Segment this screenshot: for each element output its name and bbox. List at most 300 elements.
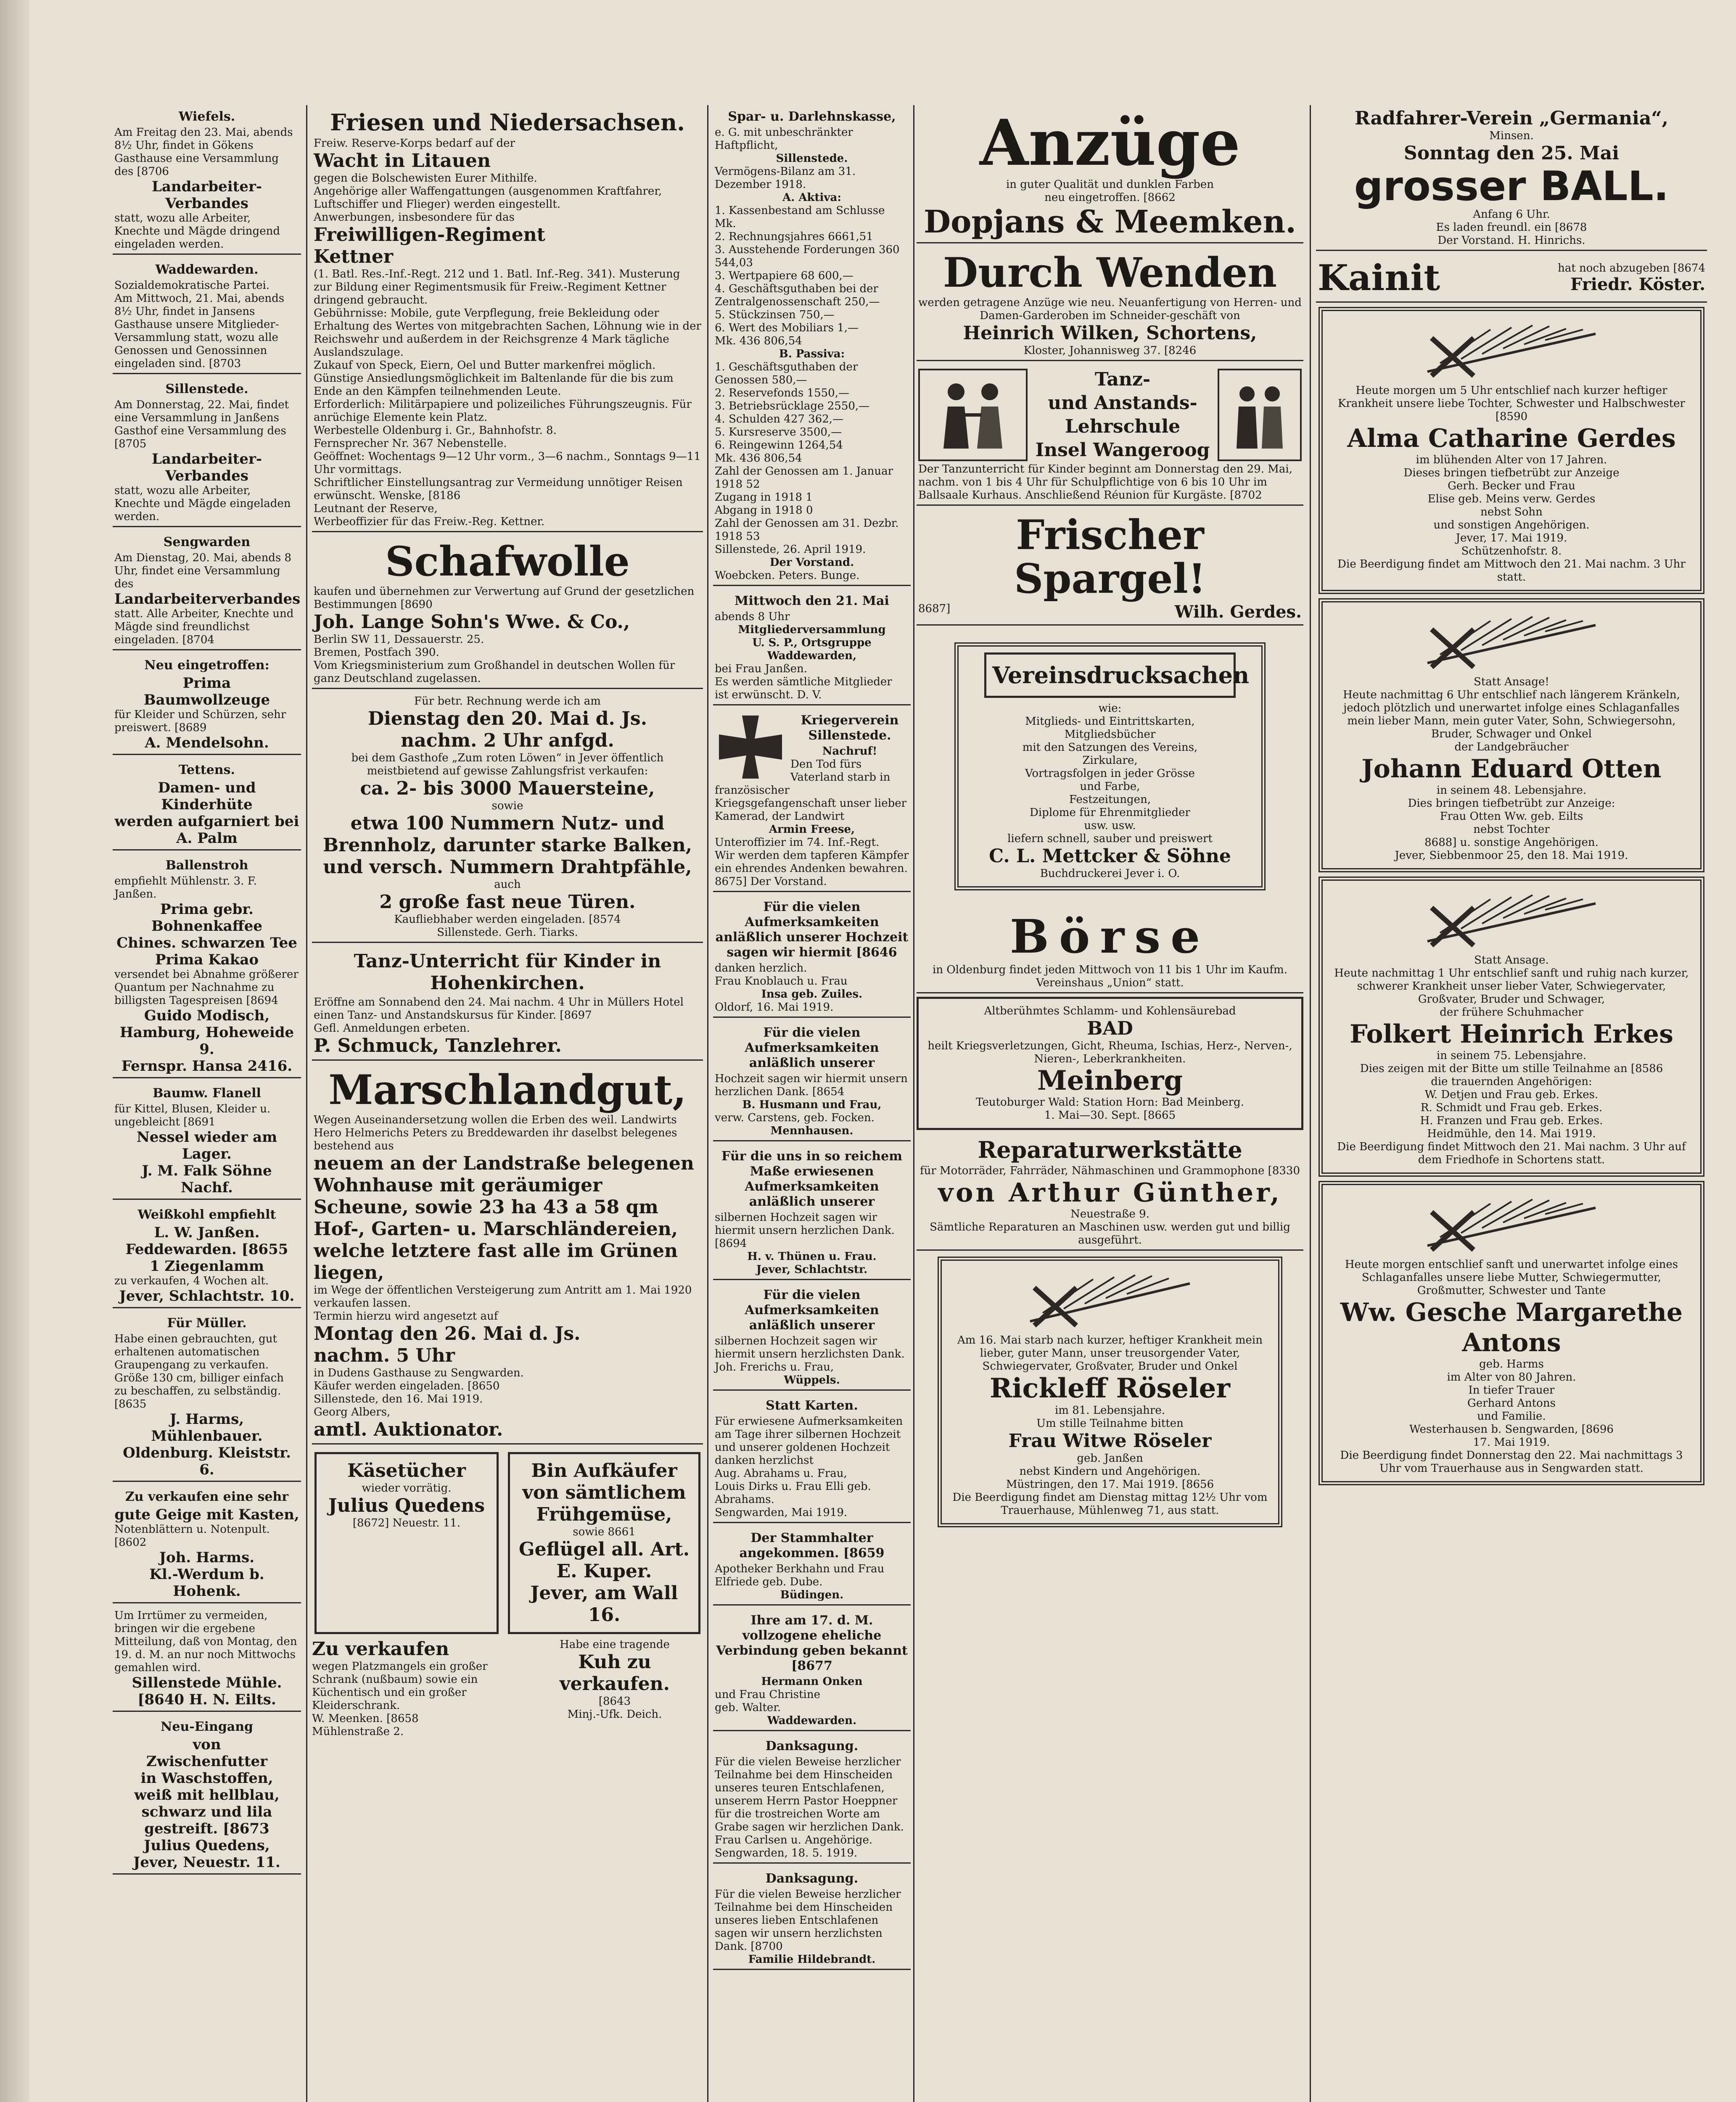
ad-kuh (526, 1638, 703, 1738)
ad-line: Dienstag den 20. Mai d. Js. (367, 708, 647, 729)
ad-line: Landarbeiter-Verbandes (151, 451, 262, 484)
classified-ad (713, 1526, 911, 1606)
ad-line: heilt Kriegsverletzungen, Gicht, Rheuma, Ischias, Herz-, Nerven-, Nieren-, Leberkrankheiten. (927, 1040, 1292, 1065)
column-rule (913, 105, 914, 2102)
obituary-line: W. Detjen und Frau geb. Erkes. (1424, 1088, 1599, 1101)
ad-line: wegen Platzmangels ein großer Schrank (nußbaum) sowie ein Küchentisch und ein großer Kleiderschrank. (312, 1660, 488, 1712)
obituary-line: Heute morgen um 5 Uhr entschlief nach kurzer heftiger Krankheit unsere liebe Tochter, Schwester und Halbschwester [8590 (1338, 384, 1685, 423)
ad-line: Werbeoffizier für das Freiw.-Reg. Kettner. (314, 515, 545, 528)
ad-line: 5. Kursreserve 3500,— (715, 426, 842, 438)
ad-line: von (193, 1736, 221, 1753)
ad-line: 2 große fast neue Türen. (379, 891, 636, 913)
ad-title: Schafwolle (385, 538, 630, 585)
classified-ad (713, 709, 911, 892)
ad-line: B. Passiva: (779, 348, 845, 360)
ad-line: P. Schmuck, Tanzlehrer. (314, 1035, 562, 1056)
ad-line: Geflügel all. Art. (519, 1539, 690, 1560)
ad-line: versendet bei Abnahme größerer Quantum per Nachnahme zu billigsten Tagespreisen [8694 (114, 968, 299, 1007)
ad-line: Landarbeiter-Verbandes (151, 178, 262, 212)
ad-line: Radfahrer-Verein „Germania“, (1355, 108, 1668, 129)
classified-ad (113, 1203, 301, 1308)
ad-line: Um stille Teilnahme bitten (1036, 1417, 1184, 1430)
ad-line: für Kittel, Blusen, Kleider u. ungebleicht [8691 (114, 1103, 271, 1128)
ad-line: Werbestelle Oldenburg i. Gr., Bahnhofstr. 8. (314, 424, 557, 437)
obituary-line: Gerhard Antons (1467, 1397, 1556, 1410)
ad-line: Julius Quedens (328, 1495, 485, 1516)
ad-line: in Oldenburg findet jeden Mittwoch von 11 bis 1 Uhr im Kaufm. Vereinshaus „Union“ statt. (933, 964, 1287, 989)
palm-frond-icon (1415, 1195, 1608, 1254)
classified-ad (113, 378, 301, 527)
classified-ad (113, 258, 301, 374)
ad-line: usw. usw. (1084, 819, 1136, 832)
ad-line: Vom Kriegsministerium zum Großhandel in deutschen Wollen für ganz Deutschland zugelassen. (314, 659, 675, 685)
classified-ad (113, 1312, 301, 1482)
ad-title: Vereinsdrucksachen (992, 662, 1250, 689)
ad-line: Zahl der Genossen am 31. Dezbr. 1918 53 (715, 517, 899, 543)
classified-ad (713, 1021, 911, 1141)
ad-line: Kaufliebhaber werden eingeladen. [8574 (394, 913, 621, 926)
ad-line: Sengwarden, Mai 1919. (715, 1506, 848, 1519)
ad-line: Frühgemüse, (536, 1504, 672, 1525)
ad-line: in Dudens Gasthause zu Sengwarden. (314, 1367, 524, 1379)
obituary-otten (1319, 598, 1704, 872)
column-3 (713, 105, 911, 2102)
obituary-line: und sonstigen Angehörigen. (1433, 519, 1590, 531)
ad-line: Joh. Lange Sohn's Wwe. & Co., (314, 611, 630, 633)
ad-line: J. Harms, Mühlenbauer. (151, 1411, 263, 1444)
ad-line: 6. Reingewinn 1264,54 (715, 439, 843, 452)
obituary-erkes (1319, 877, 1704, 1177)
ad-friesen (312, 105, 703, 532)
small-ads-row (312, 1638, 703, 1738)
ad-line: Hermann Onken (761, 1675, 863, 1688)
ad-zu-verkaufen (312, 1638, 497, 1738)
obituary-line: geb. Harms (1479, 1358, 1544, 1371)
ad-line: wie: (1098, 702, 1122, 715)
ad-line: silbernen Hochzeit sagen wir hiermit unsern herzlichsten Dank. (715, 1335, 905, 1360)
ad-line: Der Vorstand. H. Hinrichs. (1437, 234, 1585, 247)
obituary-line: H. Franzen und Frau geb. Erkes. (1420, 1114, 1603, 1127)
ad-line: Termin hierzu wird angesetzt auf (314, 1310, 498, 1323)
ad-tanzunterricht (312, 946, 703, 1061)
ad-line: Am 16. Mai starb nach kurzer, heftiger Krankheit mein lieber, guter Mann, unser treusorgender Vater, Schwiegervater, Großvater, Bruder und Onkel (957, 1334, 1263, 1373)
ad-line: Mühlenstraße 2. (312, 1725, 404, 1738)
ad-line: Es werden sämtliche Mitglieder ist erwünscht. D. V. (715, 676, 892, 701)
ad-line: Am Dienstag, 20. Mai, abends 8 Uhr, findet eine Versammlung des (114, 552, 292, 590)
ad-wenden (917, 247, 1303, 361)
ad-line: J. M. Falk Söhne Nachf. (142, 1162, 272, 1196)
classified-ad (713, 1145, 911, 1280)
ad-line: 1 Ziegenlamm (150, 1258, 264, 1275)
obituary-line: im Alter von 80 Jahren. (1447, 1371, 1576, 1384)
ad-line: für Motorräder, Fahrräder, Nähmaschinen und Grammophone [8330 (920, 1165, 1300, 1177)
ad-line: Freiw. Reserve-Korps bedarf auf der (314, 137, 515, 150)
obituary-line: Heidmühle, den 14. Mai 1919. (1427, 1128, 1596, 1140)
ad-line: Notenblättern u. Notenpult. [8602 (114, 1523, 270, 1549)
ad-line: zu verkaufen, 4 Wochen alt. (114, 1275, 269, 1287)
ad-line: etwa 100 Nummern Nutz- und Brennholz, darunter starke Balken, und versch. Nummern Drahtpfähle, (322, 813, 692, 878)
children-figure-icon (1218, 369, 1302, 461)
ad-line: Für die vielen Beweise herzlicher Teilnahme bei dem Hinscheiden unseres lieben Entschlafenen sagen wir unsern herzlichsten Dank. [8700 (715, 1888, 901, 1953)
ad-line: verw. Carstens, geb. Focken. (715, 1112, 875, 1124)
ad-heading: Für die vielen Aufmerksamkeiten anläßlich unserer (745, 1288, 879, 1333)
ad-heading: Spar- u. Darlehnskasse, (728, 109, 896, 124)
ad-line: sowie 8661 (573, 1526, 636, 1538)
ad-line: Sonntag den 25. Mai (1404, 143, 1619, 164)
ad-line: Kloster, Johannisweg 37. [8246 (1023, 344, 1197, 357)
ad-line: Kettner (314, 246, 394, 267)
obituary-line: Heute morgen entschlief sanft und unerwartet infolge eines Schlaganfalles unsere liebe Mutter, Schwiegermutter, Großmutter, Schwester und Tante (1345, 1258, 1678, 1297)
ad-title: Börse (1009, 909, 1210, 964)
ad-anzuege (917, 105, 1303, 243)
ad-line: Sillenstede Mühle. (132, 1674, 282, 1691)
ad-line: auch (494, 878, 521, 891)
ad-line: Buchdruckerei Jever i. O. (1040, 867, 1180, 880)
classified-ad (113, 1082, 301, 1200)
ad-text: hat noch abzugeben [8674 (1558, 261, 1705, 275)
ad-line: 2. Rechnungsjahres 6661,51 (715, 230, 873, 243)
ad-title: Tanz-Unterricht für Kinder in Hohenkirchen. (354, 951, 661, 994)
ad-line: Sillenstede. Gerh. Tiarks. (437, 926, 578, 939)
ad-line: Wir werden dem tapferen Kämpfer ein ehrendes Andenken bewahren. (715, 849, 909, 875)
ad-line: Für erwiesene Aufmerksamkeiten am Tage ihrer silbernen Hochzeit und unserer goldenen Hochzeit danken herzlichst (715, 1415, 903, 1467)
ad-line: A. Mendelsohn. (145, 734, 269, 751)
ad-line: Gebührnisse: Mobile, gute Verpflegung, freie Bekleidung oder Erhaltung des Wertes von mitgebrachten Sachen, Löhnung wie in der Reichswehr und außerdem in der Reichsgrenze 4 Mark tägliche Auslandszulage. (314, 307, 701, 359)
obituary-line: In tiefer Trauer (1468, 1384, 1555, 1397)
ad-line: Für die vielen Beweise herzlicher Teilnahme bei dem Hinscheiden unseres teuren Entschlafenen, unserem Herrn Pastor Hoeppner für die trostreichen Worte am Grabe sagen wir herzlichen Dank. (715, 1756, 904, 1833)
ad-line: Zwischenfutter (146, 1753, 268, 1770)
obituary-line: die trauernden Angehörigen: (1431, 1075, 1592, 1088)
obituary-line: Dieses bringen tiefbetrübt zur Anzeige (1403, 467, 1620, 479)
ad-line: Mk. 436 806,54 (715, 452, 802, 465)
ad-line: Mennhausen. (770, 1125, 853, 1137)
obituary-roeseler (938, 1257, 1282, 1527)
ad-tanzschule (917, 364, 1303, 506)
ad-line: Louis Dirks u. Frau Elli geb. Abrahams. (715, 1480, 871, 1506)
ad-heading: Sillenstede. (165, 382, 248, 396)
ad-line: Leutnant der Reserve, (314, 502, 438, 515)
ad-line: 6. Wert des Mobiliars 1,— (715, 322, 859, 334)
ad-line: Der Vorstand. (769, 556, 854, 569)
ad-line: A. Aktiva: (782, 191, 841, 204)
ad-heading: Baumw. Flanell (153, 1086, 261, 1101)
ad-line: Vermögens-Bilanz am 31. Dezember 1918. (715, 165, 856, 191)
ad-line: Damen- und Kinderhüte (158, 779, 256, 813)
ad-line: Die Beerdigung findet am Dienstag mittag 12½ Uhr vom Trauerhause, Mühlenweg 71, aus statt. (952, 1491, 1268, 1517)
obituary-line: Die Beerdigung findet Donnerstag den 22. Mai nachmittags 3 Uhr vom Trauerhause aus in Sengwarden statt. (1340, 1449, 1683, 1475)
ad-line: Insa geb. Zuiles. (761, 988, 863, 1001)
ad-line: schwarz und lila (141, 1804, 272, 1820)
obituary-line: Gerh. Becker und Frau (1448, 480, 1575, 492)
ad-line: Käsetücher (347, 1460, 466, 1481)
ad-title: und Anstands- (1048, 392, 1197, 414)
ad-line: Aug. Abrahams u. Frau, (715, 1467, 847, 1480)
ad-line: und Farbe, (1080, 780, 1140, 793)
palm-frond-icon (1017, 1271, 1202, 1330)
ad-signature: Wilh. Gerdes. (1174, 602, 1302, 622)
ad-line: sowie (491, 800, 523, 812)
obituary-antons (1319, 1181, 1704, 1485)
obituary-line: Westerhausen b. Sengwarden, [8696 (1409, 1423, 1614, 1436)
ad-line: Rickleff Röseler (989, 1373, 1231, 1404)
ad-line: Joh. Frerichs u. Frau, (715, 1361, 834, 1373)
ad-heading: Ballenstroh (165, 858, 248, 873)
ad-line: Berlin SW 11, Dessauerstr. 25. (314, 633, 484, 646)
ad-line: W. Meenken. [8658 (312, 1712, 419, 1725)
ad-title: Insel Wangeroog (1035, 439, 1210, 461)
ad-kainit (1316, 254, 1707, 303)
ad-line: Apotheker Berkhahn und Frau Elfriede geb. Dube. (715, 1563, 885, 1588)
ad-line: geb. Janßen (1077, 1452, 1143, 1465)
ad-line: Sozialdemokratische Partei. (114, 279, 270, 292)
ad-line: Angehörige aller Waffengattungen (ausgenommen Kraftfahrer, Luftschiffer und Flieger) werden eingestellt. (314, 185, 662, 211)
ad-line: Der Tanzunterricht für Kinder beginnt am Donnerstag den 29. Mai, nachm. von 1 bis 4 Uhr für Schulpflichtige von 6 bis 10 Uhr im Ballsaale Kurhaus. Anschließend Réunion für Kurgäste. [8702 (918, 463, 1292, 502)
ad-heading: Für Müller. (167, 1316, 247, 1331)
ad-line: Mitgliederversammlung (738, 623, 886, 636)
ad-line: Wegen Auseinandersetzung wollen die Erben des weil. Landwirts Hero Helmerichs Peters zu Breddewarden ihr daselbst belegenes (314, 1114, 677, 1139)
ad-line: 3. Wertpapiere 68 600,— (715, 269, 853, 282)
ad-line: H. v. Thünen u. Frau. (747, 1250, 877, 1263)
ad-aufkaeufer (508, 1452, 700, 1634)
ad-title: Friesen und Niedersachsen. (330, 109, 685, 136)
ad-line: statt. Alle Arbeiter, Knechte und Mägde sind freundlichst eingeladen. [8704 (114, 607, 294, 646)
ad-line: Joh. Harms. (159, 1549, 255, 1566)
ad-line: Prima gebr. Bohnenkaffee (151, 901, 262, 935)
palm-frond-icon (1415, 321, 1608, 380)
ad-line: Büdingen. (780, 1589, 844, 1601)
ad-line: im Wege der öffentlichen Versteigerung zum Antritt am 1. Mai 1920 verkaufen lassen. (314, 1284, 692, 1310)
dancing-couple-icon (918, 369, 1028, 461)
ad-line: 1. Mai—30. Sept. [8665 (1044, 1109, 1176, 1122)
ad-line: BAD (1087, 1018, 1133, 1039)
ad-line: geb. Walter. (715, 1701, 781, 1714)
ad-line: Sillenstede, 26. April 1919. (715, 543, 866, 556)
classified-ad (713, 1735, 911, 1864)
classified-ad (113, 758, 301, 850)
classified-ad (113, 531, 301, 650)
ad-heading: Sengwarden (163, 535, 251, 549)
ad-line: statt, wozu alle Arbeiter, Knechte und Mägde eingeladen werden. (114, 484, 291, 523)
ad-line: Oldorf, 16. Mai 1919. (715, 1001, 834, 1014)
ad-line: 4. Schulden 427 362,— (715, 413, 844, 425)
palm-frond-icon (1415, 891, 1608, 950)
ad-line: in Waschstoffen, (140, 1770, 273, 1787)
ad-line: in guter Qualität und dunklen Farben (1006, 178, 1214, 191)
column-4 (917, 105, 1303, 2102)
ad-line: Vortragsfolgen in jeder Grösse (1025, 767, 1195, 780)
ad-line: Altberühmtes Schlamm- und Kohlensäurebad (984, 1005, 1236, 1017)
ad-line: mit den Satzungen des Vereins, (1022, 741, 1198, 754)
ad-line: Schriftlicher Einstellungsantrag zur Vermeidung unnötiger Reisen erwünscht. Wenske, [8186 (314, 476, 683, 502)
ad-line: Mitgliedsbücher (1064, 728, 1156, 741)
ad-line: e. G. mit unbeschränkter Haftpflicht, (715, 126, 853, 152)
ad-title: Tanz- (1094, 369, 1151, 390)
ad-reparatur (917, 1133, 1303, 1251)
ad-line: Chines. schwarzen Tee (116, 935, 297, 951)
binding-gutter (0, 0, 29, 2102)
ad-title: Durch Wenden (943, 249, 1277, 296)
ad-heading: Für die vielen Aufmerksamkeiten anläßlich unserer Hochzeit sagen wir hiermit [8646 (715, 900, 909, 960)
ad-line: liefern schnell, sauber und preiswert (1007, 832, 1213, 845)
obituary-line: Die Beerdigung findet am Mittwoch den 21. Mai nachm. 3 Uhr statt. (1337, 558, 1686, 584)
ad-line: neuem an der Landstraße belegenen Wohnhause mit geräumiger Scheune, sowie 23 ha 43 a 58 qm Hof-, Garten- u. Marschländereien, welche letztere fast alle im Grünen liegen, (314, 1153, 694, 1283)
ad-line: Hamburg, Hoheweide 9. (119, 1024, 294, 1058)
ad-line: Julius Quedens, (144, 1837, 270, 1854)
ad-heading: Neu eingetroffen: (144, 658, 270, 673)
ad-line: Eröffne am Sonnabend den 24. Mai nachm. 4 Uhr in Müllers Hotel einen Tanz- und Anstandskursus für Kinder. [8697 (314, 996, 684, 1022)
ad-heading: Waddewarden. (155, 262, 259, 277)
ad-line: [8640 H. N. Eilts. (137, 1691, 276, 1708)
ad-line: grosser BALL. (1354, 163, 1669, 210)
obituary-line: 8688] u. sonstige Angehörigen. (1424, 836, 1599, 849)
ad-line: Feddewarden. [8655 (125, 1241, 288, 1258)
ad-title: Marschlandgut, (328, 1066, 687, 1114)
ad-line: amtl. Auktionator. (314, 1419, 503, 1440)
ad-line: gegen die Bolschewisten Eurer Mithilfe. (314, 172, 537, 185)
ad-line: Landarbeiterverbandes (114, 591, 301, 607)
obituary-line: R. Schmidt und Frau geb. Erkes. (1420, 1101, 1603, 1114)
ad-heading: Wiefels. (178, 109, 235, 124)
ad-heading: Ihre am 17. d. M. vollzogene eheliche Verbindung geben bekannt [8677 (716, 1613, 908, 1673)
ad-title: Reparaturwerkstätte (978, 1136, 1242, 1163)
ad-line: Habe eine tragende (560, 1638, 670, 1651)
classified-ad (713, 1609, 911, 1731)
ad-line: statt, wozu alle Arbeiter, Knechte und Mägde dringend eingeladen werden. (114, 212, 280, 251)
ad-vereinsdrucksachen (954, 642, 1266, 890)
ad-line: Meinberg (1037, 1065, 1183, 1096)
classified-ad (113, 1485, 301, 1603)
ad-line: Nachruf! (822, 745, 877, 758)
ad-line: Baumwollzeuge (143, 692, 270, 708)
ad-heading: Kriegerverein Sillenstede. (801, 713, 899, 743)
ad-heading: Weißkohl empfiehlt (137, 1207, 276, 1222)
ad-line: Am Donnerstag, 22. Mai, findet eine Versammlung in Janßens Gasthof eine Versammlung des [8705 (114, 399, 289, 450)
ad-spargel (917, 509, 1303, 626)
ad-line: Für betr. Rechnung werde ich am (414, 695, 601, 708)
ad-line: für Kleider und Schürzen, sehr preiswert. [8689 (114, 708, 286, 734)
ad-line: Sämtliche Reparaturen an Maschinen usw. werden gut und billig ausgeführt. (930, 1221, 1290, 1246)
ad-line: Jever, Schlachtstr. (756, 1263, 868, 1276)
ad-line: und Frau Christine (715, 1688, 820, 1701)
obituary-line: und Familie. (1477, 1410, 1546, 1423)
ad-line: Es laden freundl. ein [8678 (1436, 221, 1587, 234)
obituary-line: Statt Ansage. (1474, 954, 1549, 966)
ad-line: U. S. P., Ortsgruppe (752, 636, 872, 649)
ad-kaesetuecher (314, 1452, 499, 1634)
ad-line: C. L. Mettcker & Söhne (989, 845, 1231, 867)
ad-line: Frau Witwe Röseler (1008, 1430, 1212, 1452)
ad-title: Lehrschule (1065, 416, 1181, 437)
ad-line: Mitglieds- und Eintrittskarten, (1025, 715, 1195, 728)
ad-title: Kainit (1318, 257, 1440, 298)
column-rule (1310, 105, 1311, 2102)
ad-heading: Zu verkaufen eine sehr (125, 1489, 289, 1504)
ad-line: werden getragene Anzüge wie neu. Neuanfertigung von Herren- und Damen-Garderoben im Schneider-geschäft von (918, 296, 1302, 322)
obituary-line: Jever, 17. Mai 1919. (1456, 532, 1567, 544)
ad-line: nachm. 2 Uhr anfgd. (401, 730, 614, 751)
ad-line: Gefl. Anmeldungen erbeten. (314, 1022, 470, 1035)
ad-heading: Für die uns in so reichem Maße erwiesenen Aufmerksamkeiten anläßlich unserer (721, 1149, 902, 1209)
obituary-line: Dies bringen tiefbetrübt zur Anzeige: (1408, 797, 1615, 810)
obituary-line: Heute nachmittag 1 Uhr entschlief sanft und ruhig nach kurzer, schwerer Krankheit unser lieber Vater, Schwiegervater, Großvater, Bruder und Schwager, (1334, 967, 1689, 1006)
ad-line: im 81. Lebensjahre. (1054, 1404, 1165, 1417)
ad-line: Am Freitag den 23. Mai, abends 8½ Uhr, findet in Gökens Gasthause eine Versammlung des [8706 (114, 126, 293, 178)
obituary-line: nebst Sohn (1480, 506, 1543, 518)
obituary-line: Elise geb. Meins verw. Gerdes (1427, 493, 1596, 505)
ad-line: Zukauf von Speck, Eiern, Oel und Butter markenfrei möglich. Günstige Ansiedlungsmöglichkeit im Baltenlande für die bis zum Ende an den Kämpfen teilnehmenden Leute. (314, 359, 674, 398)
ad-line: Jever, Neuestr. 11. (133, 1854, 280, 1871)
classified-ad (113, 1607, 301, 1712)
ad-line: Teutoburger Wald: Station Horn: Bad Meinberg. (976, 1096, 1244, 1109)
ad-line: Frau Carlsen u. Angehörige. (715, 1834, 873, 1846)
ad-line: Georg Albers, (314, 1406, 391, 1418)
ad-line: Hochzeit sagen wir hiermit unsern herzlichen Dank. [8654 (715, 1072, 908, 1098)
ad-line: Diplome für Ehrenmitglieder (1030, 806, 1190, 819)
ad-heading: Danksagung. (765, 1739, 859, 1753)
ad-line: Habe einen gebrauchten, gut erhaltenen automatischen Graupengang zu verkaufen. Größe 130 cm, billiger einfach zu beschaffen, zu selbständig. [8635 (114, 1333, 284, 1410)
ad-line: ca. 2- bis 3000 Mauersteine, (360, 778, 655, 799)
classified-ad (713, 1394, 911, 1523)
ad-line: gestreift. [8673 (144, 1820, 270, 1837)
ad-line: von Arthur Günther, (938, 1177, 1282, 1208)
ad-title: Frischer Spargel! (1014, 511, 1206, 602)
ad-line: A. Palm (176, 830, 238, 847)
classified-ad (713, 105, 911, 586)
ad-line: [8672] Neuestr. 11. (352, 1517, 461, 1529)
ad-line: Käufer werden eingeladen. [8650 (314, 1380, 500, 1392)
classified-ad (113, 105, 301, 255)
obituary-line: Ww. Gesche Margarethe Antons (1340, 1298, 1683, 1357)
ad-line: Kuh zu verkaufen. (560, 1651, 670, 1695)
obituary-line: 17. Mai 1919. (1473, 1436, 1550, 1449)
ad-heading: Mittwoch den 21. Mai (735, 594, 889, 608)
column-rule (707, 105, 708, 2102)
obituary-line: Frau Otten Ww. geb. Eilts (1440, 810, 1583, 823)
ad-line: Sengwarden, 18. 5. 1919. (715, 1847, 858, 1859)
ad-line: silbernen Hochzeit sagen wir hiermit unsern herzlichen Dank. [8694 (715, 1211, 895, 1250)
ad-line: gute Geige mit Kasten, (114, 1506, 299, 1523)
obituary-line: nebst Tochter (1473, 823, 1550, 836)
ad-line: (1. Batl. Res.-Inf.-Regt. 212 und 1. Batl. Inf.-Reg. 341). Musterung zur Bildung einer Regimentsmusik für Freiw.-Regiment Kettner dringend gebraucht. (314, 268, 680, 306)
ad-heading: Danksagung. (765, 1871, 859, 1886)
ad-line: Geöffnet: Wochentags 9—12 Uhr vorm., 3—6 nachm., Sonntags 9—11 Uhr vormittags. (314, 450, 701, 476)
ad-line: neu eingetroffen. [8662 (1044, 191, 1176, 204)
ad-line: weiß mit hellblau, (134, 1787, 280, 1804)
obituary-line: im blühenden Alter von 17 Jahren. (1416, 454, 1607, 466)
ad-line: B. Husmann und Frau, (742, 1099, 882, 1111)
ad-auktion (312, 692, 703, 943)
ad-line: Den Tod fürs Vaterland starb in französischer Kriegsgefangenschaft unser lieber Kamerad, der Landwirt (715, 758, 907, 823)
ad-title: Anzüge (980, 106, 1240, 180)
classified-ad (113, 654, 301, 755)
obituary-line: in seinem 48. Lebensjahre. (1436, 784, 1587, 797)
column-5 (1316, 105, 1707, 2102)
ad-heading: Für die vielen Aufmerksamkeiten anläßlich unserer (745, 1025, 879, 1070)
ad-line: Frau Knoblauch u. Frau (715, 975, 848, 988)
obituary-gerdes (1319, 307, 1704, 594)
ad-line: Zu verkaufen (312, 1638, 449, 1660)
ad-line: Waddewarden. (767, 1714, 857, 1727)
ad-line: bei dem Gasthofe „Zum roten Löwen“ in Jever öffentlich meistbietend auf gewisse Zahlungsfrist verkaufen: (351, 752, 664, 777)
obituary-line: Dies zeigen mit der Bitte um stille Teilnahme an [8586 (1360, 1062, 1663, 1075)
obituary-line: der frühere Schuhmacher (1440, 1006, 1583, 1019)
column-1 (113, 105, 301, 2102)
ad-line: Anfang 6 Uhr. (1473, 208, 1550, 221)
ad-line: Bremen, Postfach 390. (314, 646, 439, 659)
ad-line: Wüppels. (784, 1374, 840, 1386)
ad-line: von sämtlichem (522, 1482, 686, 1503)
ad-line: wieder vorrätig. (362, 1482, 452, 1495)
